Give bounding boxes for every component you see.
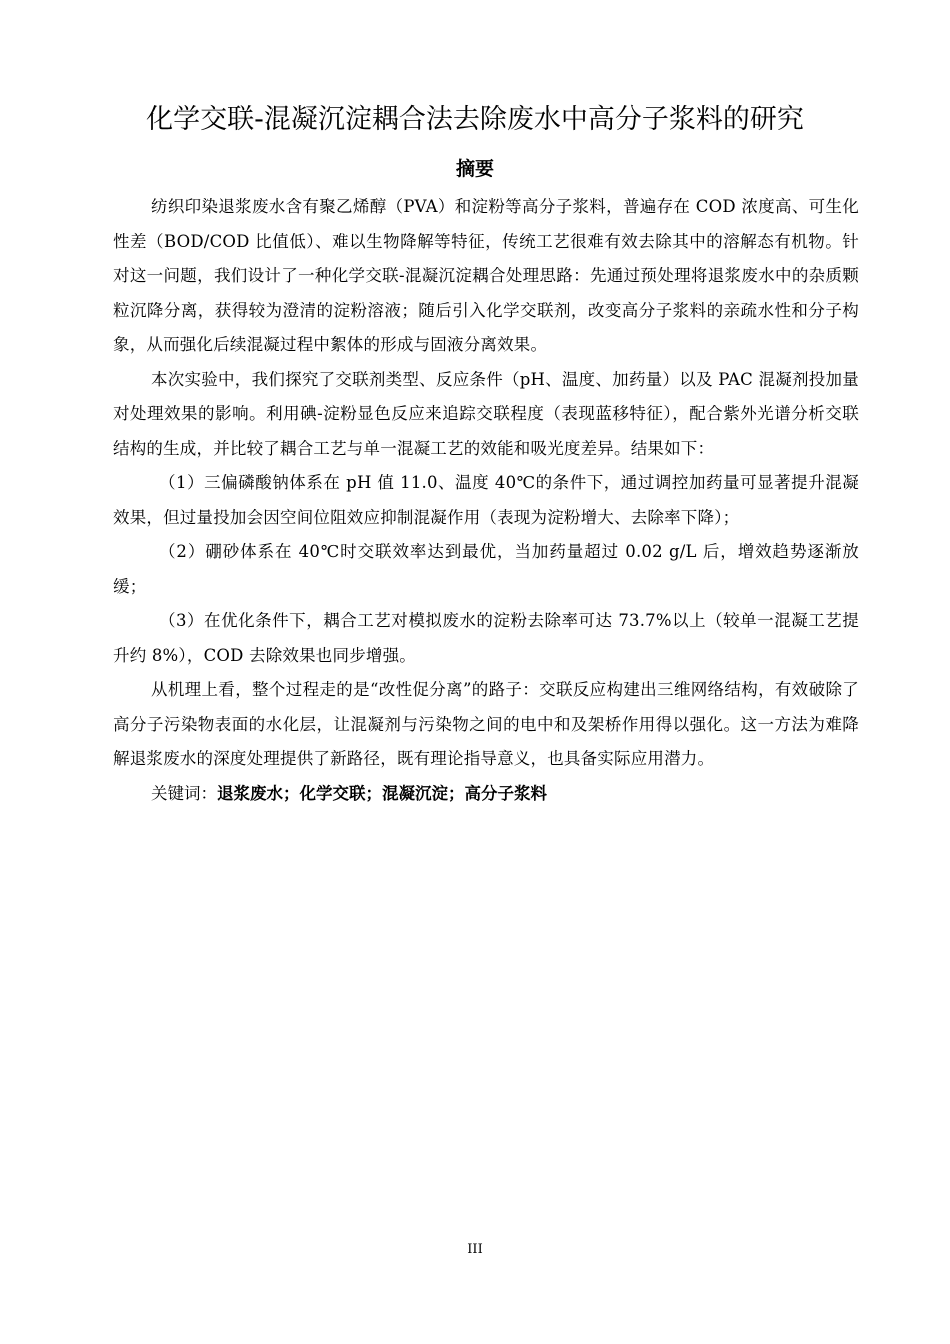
- paragraph-mechanism: 从机理上看，整个过程走的是“改性促分离”的路子：交联反应构建出三维网络结构，有效破除了高分子污染物表面的水化层，让混凝剂与污染物之间的电中和及架桥作用得以强化。这一方法为难降解退浆废水的深度处理提供了新路径，既有理论指导意义，也具备实际应用潜力。: [113, 680, 859, 768]
- page-number: III: [467, 1242, 483, 1257]
- paragraph-background: 纺织印染退浆废水含有聚乙烯醇（PVA）和淀粉等高分子浆料，普遍存在 COD 浓度高、可生化性差（BOD/COD 比值低）、难以生物降解等特征，传统工艺很难有效去除其中的溶解态有机物。针对这一问题，我们设计了一种化学交联-混凝沉淀耦合处理思路：先通过预处理将退浆废水中的杂质颗粒沉降分离，获得较为澄清的淀粉溶液；随后引入化学交联剂，改变高分子浆料的亲疏水性和分子构象，从而强化后续混凝过程中絮体的形成与固液分离效果。: [113, 197, 859, 354]
- keywords-label: 关键词：: [151, 783, 217, 803]
- paragraph-result-2: （2）硼砂体系在 40℃时交联效率达到最优，当加药量超过 0.02 g/L 后，增效趋势逐渐放缓；: [113, 542, 859, 596]
- paragraph-result-3: （3）在优化条件下，耦合工艺对模拟废水的淀粉去除率可达 73.7%以上（较单一混凝工艺提升约 8%），COD 去除效果也同步增强。: [113, 611, 859, 665]
- abstract-body: [113, 190, 859, 811]
- paragraph-result-1: （1）三偏磷酸钠体系在 pH 值 11.0、温度 40℃的条件下，通过调控加药量可显著提升混凝效果，但过量投加会因空间位阻效应抑制混凝作用（表现为淀粉增大、去除率下降）；: [113, 473, 859, 527]
- paragraph-methods: 本次实验中，我们探究了交联剂类型、反应条件（pH、温度、加药量）以及 PAC 混凝剂投加量对处理效果的影响。利用碘-淀粉显色反应来追踪交联程度（表现蓝移特征），配合紫外光谱分析交联结构的生成，并比较了耦合工艺与单一混凝工艺的效能和吸光度差异。结果如下：: [113, 369, 859, 458]
- keywords-line: [113, 777, 859, 812]
- page-title: 化学交联-混凝沉淀耦合法去除废水中高分子浆料的研究: [146, 104, 804, 135]
- abstract-heading: 摘要: [455, 158, 494, 180]
- keywords-value: 退浆废水；化学交联；混凝沉淀；高分子浆料: [217, 783, 547, 803]
